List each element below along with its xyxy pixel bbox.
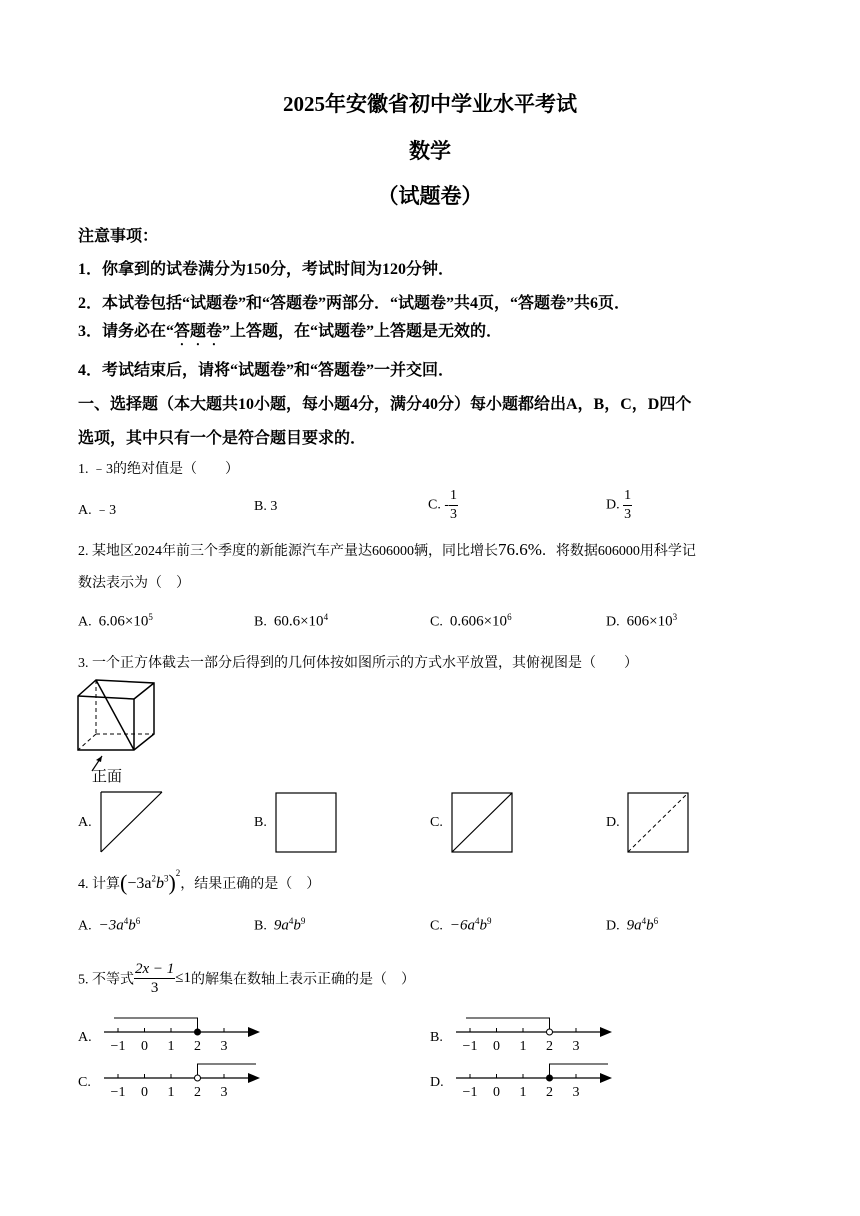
q1-option-d [606,487,632,524]
q5-stem-a: 5. 不等式 [78,972,134,988]
solution-ray [550,1064,609,1078]
fraction-numerator: 1 [449,487,458,506]
q4-d-e2: 6 [653,916,659,926]
q5-ineq: ≤1 [175,970,192,986]
axis-arrow [248,1073,260,1083]
exam-title: 2025年安徽省初中学业水平考试 [283,92,577,116]
q2-c-label: C. [430,614,443,630]
q3-option-d-figure [627,792,691,854]
q3-option-c-label: C. [430,815,443,830]
q4-d-b: b [646,917,654,934]
tick-label: −1 [462,1085,478,1100]
q4-stem [78,868,320,896]
q2-stem-line1 [78,540,696,560]
q1-option-a: A. ﹣3 [78,503,117,518]
tick-label: 0 [141,1039,148,1054]
hollow-endpoint [547,1029,553,1035]
q2-b-label: B. [254,614,267,630]
fraction-denominator: 3 [624,507,632,522]
q1-option-c-label: C. - [428,497,449,513]
solid-endpoint [195,1029,201,1035]
q3-option-b-figure [275,792,339,854]
axis-arrow [600,1073,612,1083]
q4-option-c [430,916,491,935]
notice-heading: 注意事项： [78,228,159,245]
q2-stem-line2: 数法表示为（ ） [78,576,190,591]
tick-label: 0 [493,1085,500,1100]
q5-option-a-label: A. [78,1030,92,1045]
q4-a-label: A. [78,918,92,934]
q4-d-e1: 4 [641,916,647,926]
notice-item-3-emphasis: 答题卷 [174,323,223,340]
q5-fraction [134,960,175,997]
q3-stem: 3. 一个正方体截去一部分后得到的几何体按如图所示的方式水平放置，其俯视图是（ ） [78,656,638,671]
q5-option-c-label: C. [78,1075,91,1090]
q2-b-value: 60.6×10 [273,613,324,630]
q4-c-value: −6a [449,917,475,934]
notice-item-3-c: ”上答题，在“试题卷”上答题是无效的． [222,323,503,340]
paper-type: （试题卷） [377,184,483,208]
q2-d-exp: 3 [672,612,678,622]
q1-option-b: B. 3 [254,499,278,514]
notice-item-2: 2．本试卷包括“试题卷”和“答题卷”两部分．“试题卷”共4页，“答题卷”共6页． [78,295,631,312]
axis-arrow [600,1027,612,1037]
q5-option-d-label: D. [430,1075,444,1090]
q5-frac-den: 3 [150,980,159,996]
solid-endpoint [547,1075,553,1081]
q5-stem-b: 的解集在数轴上表示正确的是（ ） [191,972,416,988]
hollow-endpoint [195,1075,201,1081]
q2-c-exp: 6 [507,612,512,622]
q4-expr-e2: 3 [163,873,169,884]
tick-label: 0 [141,1085,148,1100]
q2-b-exp: 4 [323,612,329,622]
q3-option-c-figure [451,792,515,854]
q1-option-d-label: D. [606,497,620,513]
q5-option-b-numberline [450,1012,620,1058]
q4-a-e1: 4 [123,916,129,926]
q4-a-e2: 6 [135,916,141,926]
q5-option-c-numberline [98,1058,268,1104]
tick-label: 2 [194,1039,201,1054]
q4-b-value: 9a [273,917,289,934]
notice-item-3 [78,318,502,349]
q4-stem-b: ，结果正确的是（ ） [180,877,321,892]
q5-frac-num: 2x − 1 [135,961,175,977]
q5-option-a-numberline [98,1012,268,1058]
tick-label: 2 [546,1085,553,1100]
q4-option-a [78,916,140,935]
tick-label: −1 [110,1085,126,1100]
solution-ray [198,1064,257,1078]
q2-option-c [430,612,512,631]
tick-label: 3 [220,1039,228,1054]
q4-c-e2: 9 [486,916,492,926]
q4-option-d [606,916,658,935]
q4-a-b: b [128,917,136,934]
q3-option-a-figure [100,792,164,854]
q2-a-value: 6.06×10 [98,613,149,630]
q2-percentage: 76.6% [498,540,542,559]
q4-c-e1: 4 [474,916,480,926]
q4-option-b [254,916,305,935]
q4-b-e2: 9 [300,916,306,926]
q4-b-b: b [293,917,301,934]
q1-option-c [428,487,458,524]
fraction-denominator: 3 [450,507,457,522]
tick-label: 1 [167,1085,175,1100]
q2-option-a [78,612,153,631]
q2-stem-b: ．将数据606000用科学记 [541,544,696,559]
notice-item-1: 1．你拿到的试卷满分为150分，考试时间为120分钟． [78,261,455,278]
q4-b-label: B. [254,918,267,934]
q4-c-label: C. [430,918,443,934]
tick-label: −1 [462,1039,478,1054]
q4-b-e1: 4 [288,916,294,926]
tick-label: 3 [572,1039,580,1054]
q4-expression: $(-3a^2b^3)^2$ [120,868,181,895]
notice-item-3-a: 3．请务必在“ [78,323,175,340]
q5-option-d-numberline [450,1058,620,1104]
section-heading-line1: 一、选择题（本大题共10小题，每小题4分，满分40分）每小题都给出A，B，C，D四个 [78,396,692,413]
tick-label: 1 [519,1039,527,1054]
q5-option-b-label: B. [430,1030,443,1045]
q4-d-label: D. [606,918,620,934]
q2-d-value: 606×10 [626,613,673,630]
q2-c-value: 0.606×10 [449,613,508,630]
tick-label: 1 [167,1039,175,1054]
tick-label: 1 [519,1085,527,1100]
q2-option-b [254,612,328,631]
tick-label: 2 [546,1039,553,1054]
tick-label: 3 [220,1085,228,1100]
q1-option-c-fraction [449,487,458,524]
solution-ray [114,1018,198,1032]
q2-a-exp: 5 [148,612,153,622]
q2-stem-a: 2. 某地区2024年前三个季度的新能源汽车产量达606000辆，同比增长 [78,544,498,559]
q2-a-label: A. [78,614,92,630]
q3-option-d-label: D. [606,815,620,830]
q4-d-value: 9a [626,917,642,934]
q3-front-label: 正面 [92,769,123,785]
axis-arrow [248,1027,260,1037]
q4-expr-e1: 2 [151,873,156,884]
section-heading-line2: 选项，其中只有一个是符合题目要求的． [78,430,367,447]
tick-label: 0 [493,1039,500,1054]
solution-ray [466,1018,550,1032]
q4-expr-base: −3a [127,875,152,892]
subject-title: 数学 [409,139,451,163]
q3-option-b-label: B. [254,815,267,830]
q1-stem: 1. ﹣3的绝对值是（ ） [78,462,239,477]
q4-stem-a: 4. 计算 [78,877,120,892]
q4-c-b: b [479,917,487,934]
q4-a-value: −3a [98,917,124,934]
notice-item-4: 4．考试结束后，请将“试题卷”和“答题卷”一并交回． [78,362,455,379]
q3-option-a-label: A. [78,815,92,830]
q2-d-label: D. [606,614,620,630]
tick-label: 2 [194,1085,201,1100]
fraction-numerator: 1 [623,487,632,506]
tick-label: 3 [572,1085,580,1100]
q5-stem [78,960,415,997]
q4-expr-b: b [155,875,164,892]
q4-outer-exp: 2 [175,868,181,878]
q2-option-d [606,612,677,631]
tick-label: −1 [110,1039,126,1054]
q1-option-d-fraction [623,487,632,524]
